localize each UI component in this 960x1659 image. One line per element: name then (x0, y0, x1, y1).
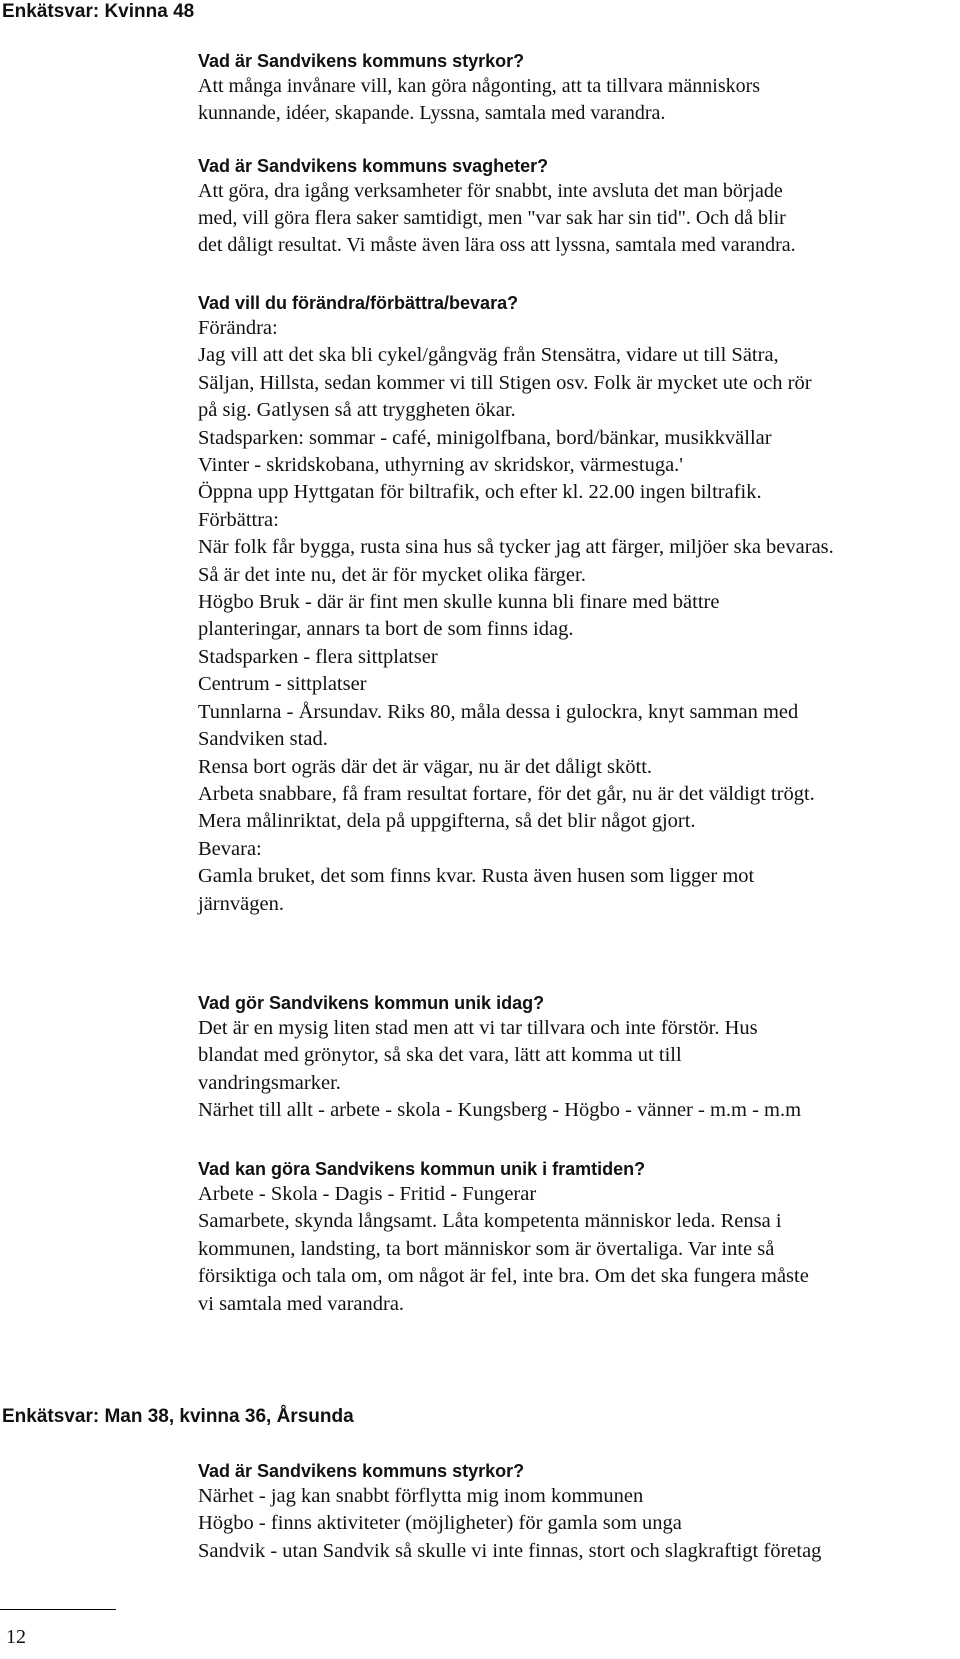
footer-divider (0, 1609, 116, 1610)
answer-line: Bevara: (198, 837, 262, 860)
answer-line: vi samtala med varandra. (198, 1292, 405, 1315)
answer-text (198, 178, 948, 260)
answer-line: kunnande, idéer, skapande. Lyssna, samtala med varandra. (198, 102, 666, 125)
page-number: 12 (6, 1626, 26, 1648)
answer-line: Det är en mysig liten stad men att vi tar tillvara och inte förstör. Hus (198, 1017, 758, 1039)
answer-line: järnvägen. (198, 892, 284, 915)
question-heading: Vad gör Sandvikens kommun unik idag? (198, 993, 545, 1013)
answer-line: det dåligt resultat. Vi måste även lära oss att lyssna, samtala med varandra. (198, 234, 796, 257)
answer-line: Säljan, Hillsta, sedan kommer vi till Stigen osv. Folk är mycket ute och rör (198, 371, 812, 394)
section-unique-today (198, 991, 948, 1125)
section-weaknesses (198, 154, 948, 260)
answer-line: Sandvik - utan Sandvik så skulle vi inte finnas, stort och slagkraftigt företag (198, 1539, 822, 1562)
answer-line: Arbeta snabbare, få fram resultat fortare, för det går, nu är det väldigt trögt. (198, 782, 815, 805)
answer-line: Högbo Bruk - där är fint men skulle kunna bli finare med bättre (198, 591, 720, 614)
answer-line: Mera målinriktat, dela på uppgifterna, så det blir något gjort. (198, 810, 696, 833)
answer-line: Närhet till allt - arbete - skola - Kungsberg - Högbo - vänner - m.m - m.m (198, 1099, 802, 1122)
answer-text (198, 1483, 948, 1565)
answer-line: planteringar, annars ta bort de som finns idag. (198, 618, 574, 641)
answer-line: Förbättra: (198, 508, 279, 531)
answer-line: Jag vill att det ska bli cykel/gångväg från Stensätra, vidare ut till Sätra, (198, 344, 779, 367)
response-title: Enkätsvar: Man 38, kvinna 36, Årsunda (2, 1406, 354, 1427)
answer-line: Att göra, dra igång verksamheter för snabbt, inte avsluta det man började (198, 180, 783, 202)
answer-line: Stadsparken: sommar - café, minigolfbana, bord/bänkar, musikkvällar (198, 426, 772, 449)
answer-line: Arbete - Skola - Dagis - Fritid - Fungerar (198, 1183, 537, 1205)
answer-line: Sandviken stad. (198, 728, 328, 751)
answer-text (198, 1181, 948, 1318)
answer-line: Så är det inte nu, det är för mycket olika färger. (198, 563, 586, 586)
answer-line: När folk får bygga, rusta sina hus så tycker jag att färger, miljöer ska bevaras. (198, 536, 834, 559)
answer-line: Samarbete, skynda långsamt. Låta kompetenta människor leda. Rensa i (198, 1210, 782, 1233)
answer-line: Att många invånare vill, kan göra någonting, att ta tillvara människors (198, 75, 761, 97)
answer-line: Öppna upp Hyttgatan för biltrafik, och efter kl. 22.00 ingen biltrafik. (198, 481, 762, 504)
answer-text (198, 315, 948, 918)
response-title: Enkätsvar: Kvinna 48 (2, 1, 195, 22)
answer-line: Stadsparken - flera sittplatser (198, 645, 438, 668)
answer-line: Vinter - skridskobana, uthyrning av skridskor, värmestuga.' (198, 454, 684, 477)
answer-line: Rensa bort ogräs där det är vägar, nu är det dåligt skött. (198, 755, 653, 778)
section-strengths (198, 1459, 948, 1565)
question-heading: Vad är Sandvikens kommuns styrkor? (198, 51, 525, 71)
answer-line: på sig. Gatlysen så att tryggheten ökar. (198, 399, 516, 422)
answer-text (198, 73, 948, 127)
question-heading: Vad är Sandvikens kommuns styrkor? (198, 1461, 525, 1481)
answer-line: vandringsmarker. (198, 1071, 341, 1094)
question-heading: Vad vill du förändra/förbättra/bevara? (198, 293, 519, 313)
answer-line: blandat med grönytor, så ska det vara, lätt att komma ut till (198, 1044, 682, 1067)
question-heading: Vad är Sandvikens kommuns svagheter? (198, 156, 549, 176)
answer-line: Gamla bruket, det som finns kvar. Rusta även husen som ligger mot (198, 865, 755, 888)
section-unique-future (198, 1157, 948, 1318)
section-change-improve-preserve (198, 291, 948, 918)
answer-line: med, vill göra flera saker samtidigt, men "var sak har sin tid". Och då blir (198, 207, 786, 230)
answer-line: försiktiga och tala om, om något är fel, inte bra. Om det ska fungera måste (198, 1265, 809, 1288)
answer-line: Förändra: (198, 317, 278, 339)
answer-text (198, 1015, 948, 1125)
question-heading: Vad kan göra Sandvikens kommun unik i framtiden? (198, 1159, 646, 1179)
answer-line: Närhet - jag kan snabbt förflytta mig inom kommunen (198, 1485, 644, 1507)
answer-line: Tunnlarna - Årsundav. Riks 80, måla dessa i gulockra, knyt samman med (198, 700, 799, 723)
answer-line: Högbo - finns aktiviteter (möjligheter) för gamla som unga (198, 1512, 682, 1535)
answer-line: kommunen, landsting, ta bort människor som är övertaliga. Var inte så (198, 1237, 775, 1260)
section-strengths (198, 49, 948, 127)
answer-line: Centrum - sittplatser (198, 673, 367, 696)
